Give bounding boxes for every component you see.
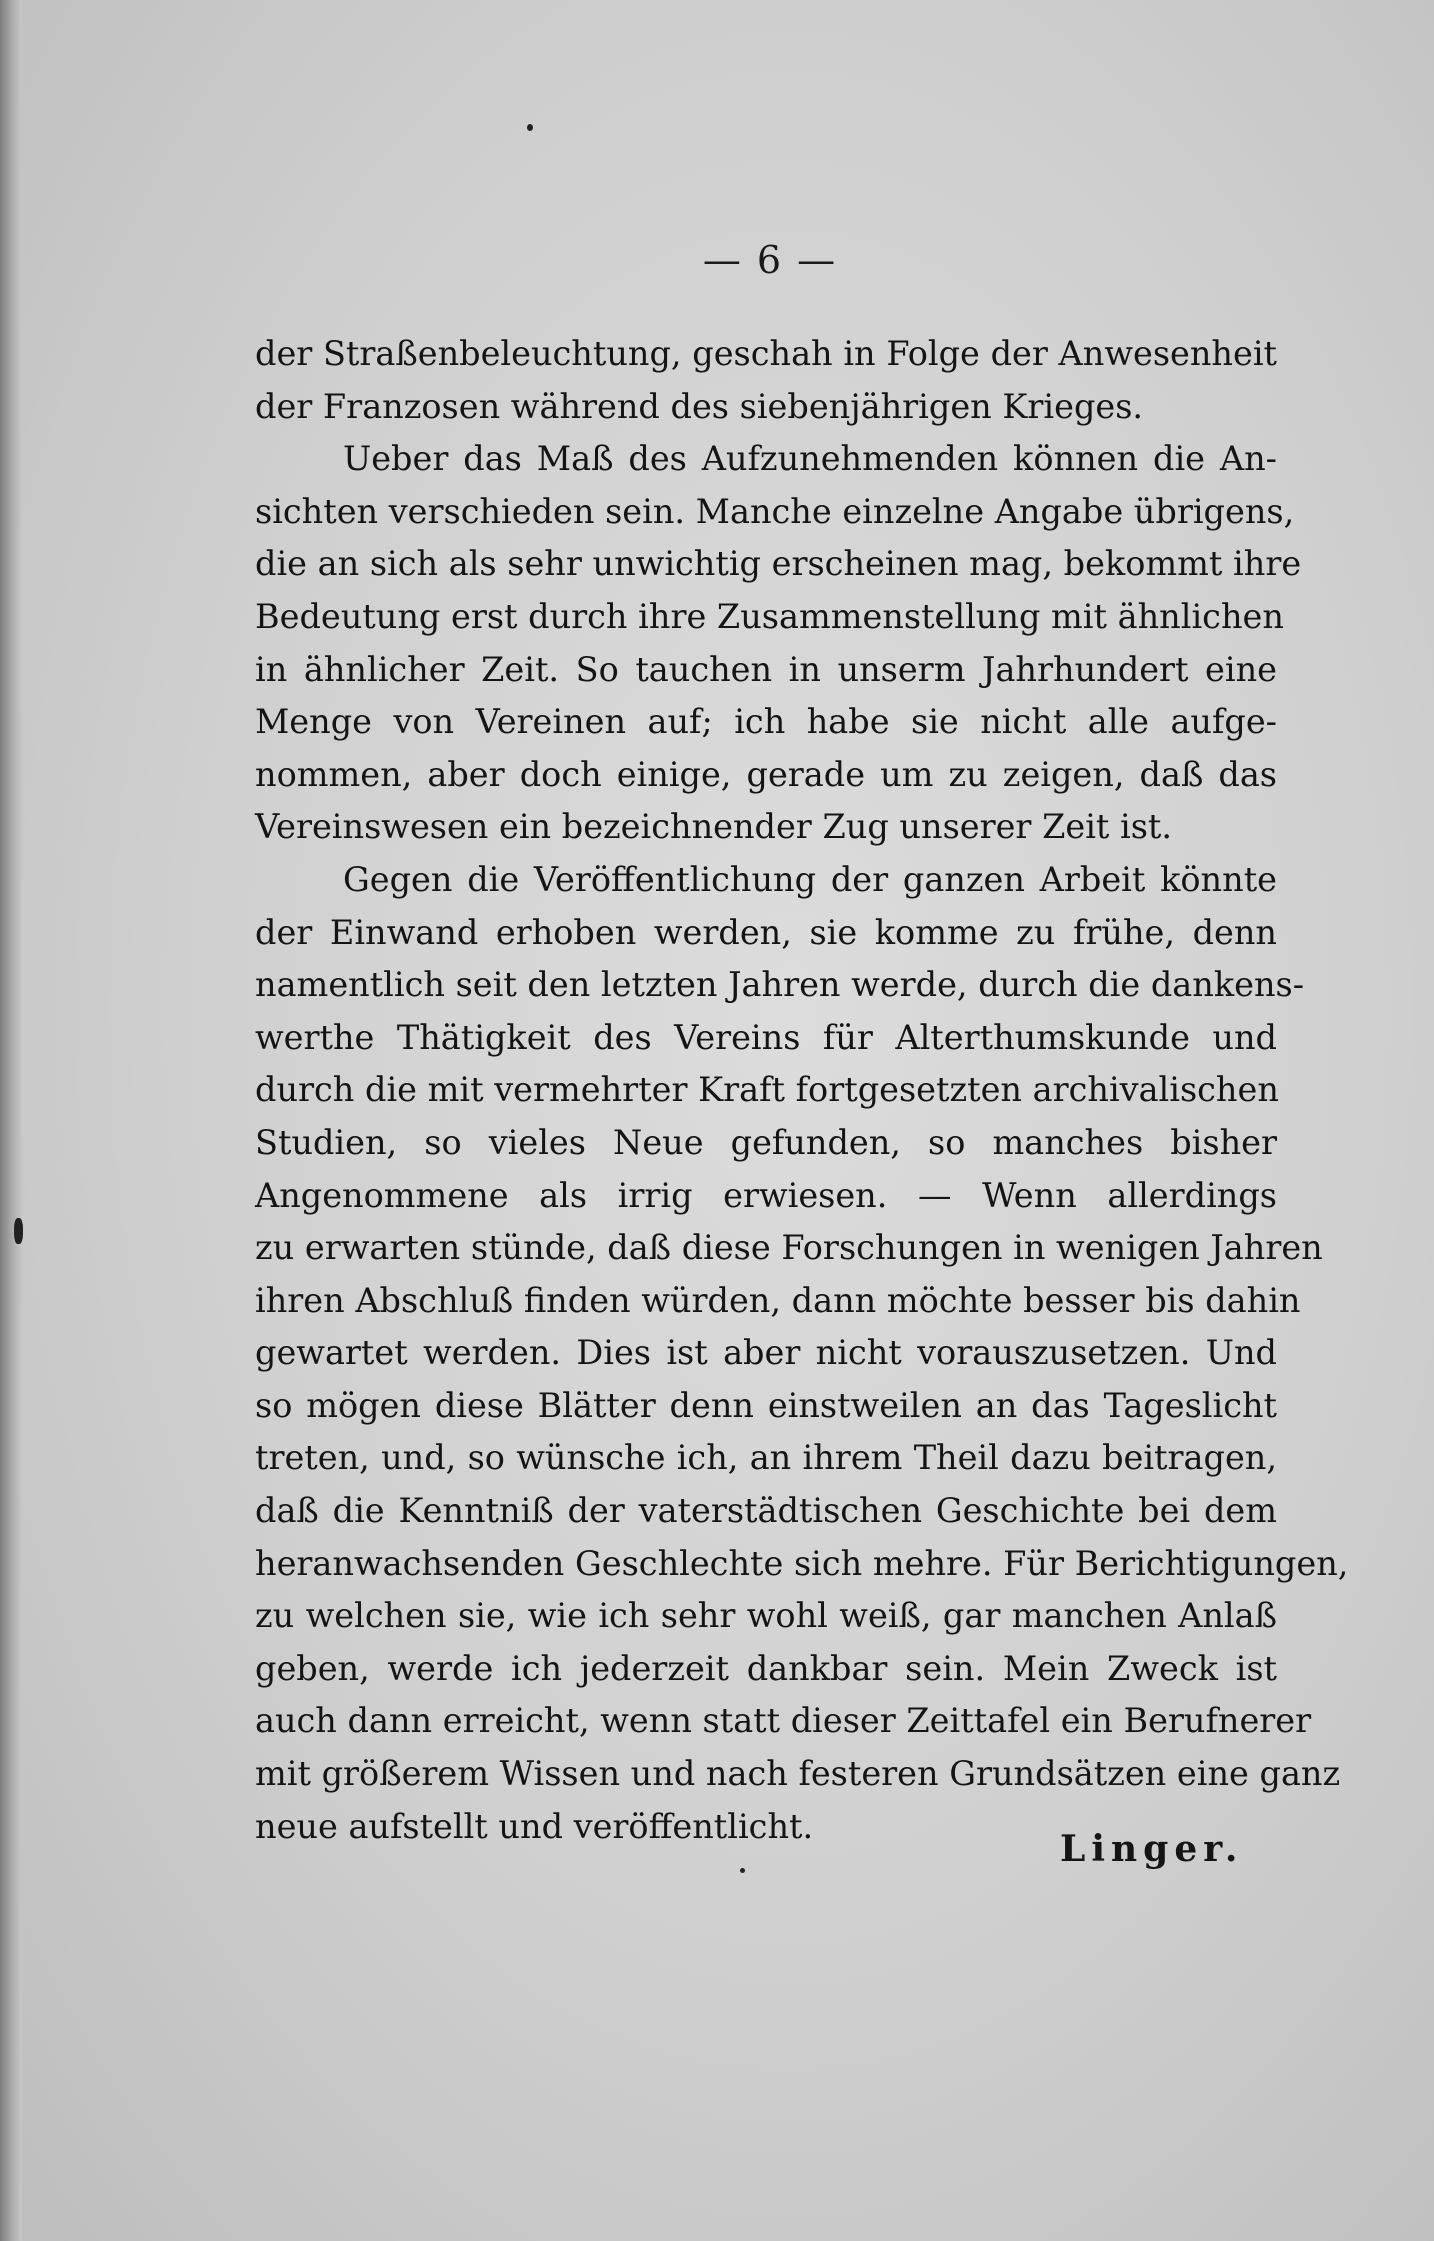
text-line: der Franzosen während des siebenjährigen Krieges. (255, 386, 1144, 426)
text-line: zu welchen sie, wie ich sehr wohl weiß, gar manchen Anlaß (255, 1596, 1277, 1636)
text-line: nommen, aber doch einige, gerade um zu zeigen, daß das (255, 754, 1277, 794)
text-line: in ähnlicher Zeit. So tauchen in unserm Jahrhundert eine (255, 649, 1277, 689)
text-line: der Straßenbeleuchtung, geschah in Folge der Anwesenheit (255, 334, 1277, 373)
text-line: geben, werde ich jederzeit dankbar sein. Mein Zweck ist (255, 1648, 1277, 1688)
text-line: Angenommene als irrig erwiesen. — Wenn allerdings (255, 1175, 1277, 1215)
text-line: der Einwand erhoben werden, sie komme zu frühe, denn (255, 912, 1277, 952)
text-line: mit größerem Wissen und nach festeren Grundsätzen eine ganz (255, 1754, 1341, 1794)
text-line: Gegen die Veröffentlichung der ganzen Arbeit könnte (343, 859, 1277, 899)
body-text (255, 328, 1349, 1853)
text-line: Studien, so vieles Neue gefunden, so manches bisher (255, 1122, 1277, 1162)
text-line: auch dann erreicht, wenn statt dieser Zeittafel ein Berufnerer (255, 1701, 1312, 1741)
text-line: namentlich seit den letzten Jahren werde, durch die dankens- (255, 965, 1305, 1005)
text-line: werthe Thätigkeit des Vereins für Alterthumskunde und (255, 1017, 1277, 1057)
text-line: Vereinswesen ein bezeichnender Zug unserer Zeit ist. (255, 807, 1173, 847)
ink-speck (14, 1218, 23, 1244)
page-gutter-shadow (0, 0, 22, 2241)
text-line: so mögen diese Blätter denn einstweilen an das Tageslicht (255, 1385, 1277, 1425)
ink-speck (740, 1868, 745, 1873)
text-line: zu erwarten stünde, daß diese Forschungen in wenigen Jahren (255, 1228, 1323, 1268)
text-line: ihren Abschluß finden würden, dann möchte besser bis dahin (255, 1280, 1301, 1320)
text-line: sichten verschieden sein. Manche einzelne Angabe übrigens, (255, 491, 1295, 531)
ink-speck (527, 124, 533, 131)
text-line: heranwachsenden Geschlechte sich mehre. Für Berichtigungen, (255, 1543, 1349, 1583)
text-line: Menge von Vereinen auf; ich habe sie nicht alle aufge- (255, 702, 1277, 742)
text-line: neue aufstellt und veröffentlicht. (255, 1806, 814, 1846)
text-line: die an sich als sehr unwichtig erscheinen mag, bekommt ihre (255, 544, 1302, 584)
page-number: — 6 — (702, 238, 838, 282)
text-line: gewartet werden. Dies ist aber nicht vorauszusetzen. Und (255, 1333, 1277, 1373)
text-line: treten, und, so wünsche ich, an ihrem Theil dazu beitragen, (255, 1438, 1277, 1478)
text-line: durch die mit vermehrter Kraft fortgesetzten archivalischen (255, 1070, 1279, 1110)
text-line: daß die Kenntniß der vaterstädtischen Geschichte bei dem (255, 1491, 1277, 1531)
text-line: Ueber das Maß des Aufzunehmenden können die An- (343, 439, 1277, 479)
text-line: Bedeutung erst durch ihre Zusammenstellung mit ähnlichen (255, 596, 1284, 636)
author-signature: Linger. (1060, 1828, 1244, 1870)
